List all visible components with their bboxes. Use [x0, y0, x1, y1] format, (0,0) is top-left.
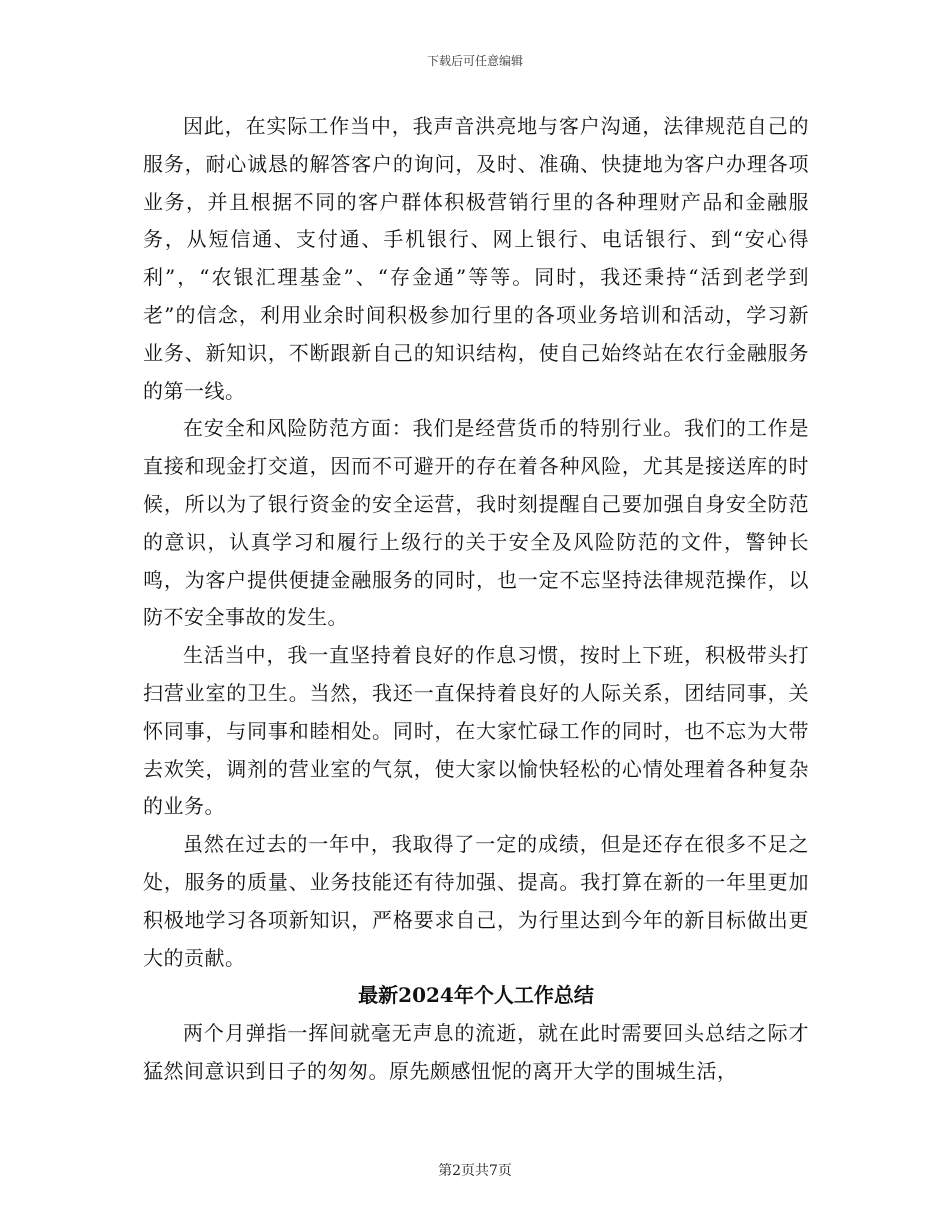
paragraph: 虽然在过去的一年中，我取得了一定的成绩，但是还存在很多不足之处，服务的质量、业务技能还有待加强、提高。我打算在新的一年里更加积极地学习各项新知识，严格要求自己，为行里达到今年的新目标做出更大的贡献。 — [143, 832, 809, 970]
section-title: 最新2024年个人工作总结 — [358, 983, 594, 1008]
paragraph: 两个月弹指一挥间就毫无声息的流逝，就在此时需要回头总结之际才猛然间意识到日子的匆匆。原先颇感忸怩的离开大学的围城生活， — [143, 1021, 809, 1083]
paragraph: 在安全和风险防范方面：我们是经营货币的特别行业。我们的工作是直接和现金打交道，因而不可避开的存在着各种风险，尤其是接送库的时候，所以为了银行资金的安全运营，我时刻提醒自己要加强自身安全防范的意识，认真学习和履行上级行的关于安全及风险防范的文件，警钟长鸣，为客户提供便捷金融服务的同时，也一定不忘坚持法律规范操作，以防不安全事故的发生。 — [143, 416, 809, 630]
paragraph: 生活当中，我一直坚持着良好的作息习惯，按时上下班，积极带头打扫营业室的卫生。当然，我还一直保持着良好的人际关系，团结同事，关怀同事，与同事和睦相处。同时，在大家忙碌工作的同时，也不忘为大带去欢笑，调剂的营业室的气氛，使大家以愉快轻松的心情处理着各种复杂的业务。 — [143, 643, 809, 819]
page-footer: 第2页共7页 — [438, 1163, 512, 1179]
paragraph: 因此，在实际工作当中，我声音洪亮地与客户沟通，法律规范自己的服务，耐心诚恳的解答客户的询问，及时、准确、快捷地为客户办理各项业务，并且根据不同的客户群体积极营销行里的各种理财产品和金融服务，从短信通、支付通、手机银行、网上银行、电话银行、到“安心得利”，“农银汇理基金”、“存金通”等等。同时，我还秉持“活到老学到老”的信念，利用业余时间积极参加行里的各项业务培训和活动，学习新业务、新知识，不断跟新自己的知识结构，使自己始终站在农行金融服务的第一线。 — [143, 114, 809, 403]
document-body — [143, 108, 809, 1091]
page-header: 下载后可任意编辑 — [426, 54, 523, 68]
